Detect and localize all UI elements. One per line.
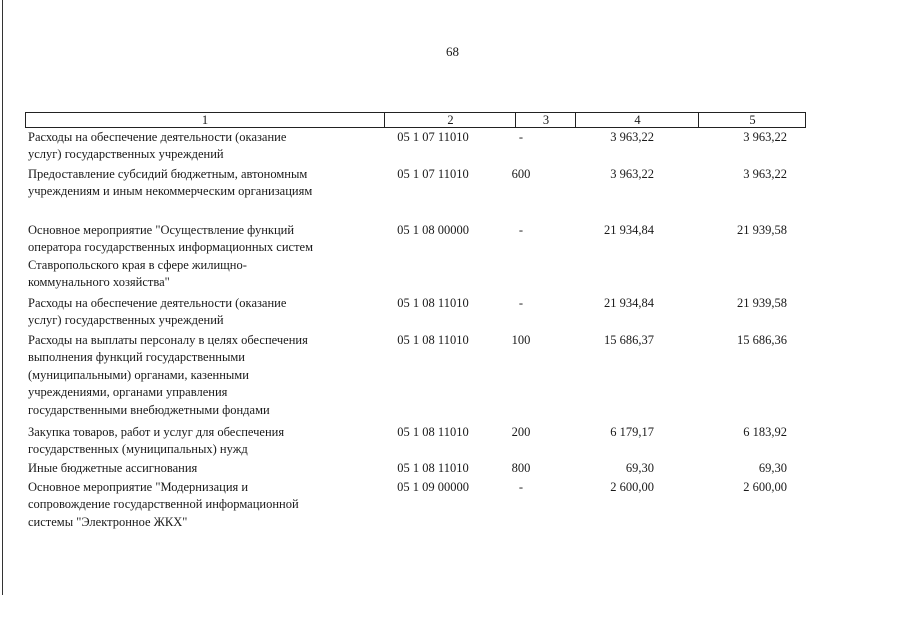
row-name: Иные бюджетные ассигнования	[28, 461, 198, 475]
row-sum-1: 21 934,84	[604, 296, 654, 310]
row-sum-2: 69,30	[758, 461, 787, 475]
row-sum-1: 69,30	[625, 461, 654, 475]
column-header-3: 3	[515, 113, 576, 127]
row-type: -	[518, 296, 524, 310]
row-sum-2: 3 963,22	[743, 130, 787, 144]
row-type: 800	[511, 461, 531, 475]
row-name: Расходы на обеспечение деятельности (оказание услуг) государственных учреждений	[28, 130, 287, 162]
row-sum-1: 21 934,84	[604, 223, 654, 237]
row-code: 05 1 08 11010	[397, 425, 469, 439]
row-code: 05 1 08 11010	[397, 461, 469, 475]
column-header-4: 4	[575, 113, 699, 127]
row-sum-2: 21 939,58	[737, 296, 787, 310]
row-code: 05 1 08 11010	[397, 333, 469, 347]
row-sum-2: 6 183,92	[743, 425, 787, 439]
row-code: 05 1 07 11010	[397, 167, 469, 181]
row-name: Закупка товаров, работ и услуг для обеспечения государственных (муниципальных) нужд	[28, 425, 285, 457]
page-left-edge	[2, 0, 3, 595]
row-sum-1: 6 179,17	[610, 425, 654, 439]
row-sum-2: 15 686,36	[737, 333, 787, 347]
row-sum-2: 2 600,00	[743, 480, 787, 494]
column-header-1: 1	[201, 113, 209, 127]
row-sum-1: 3 963,22	[610, 167, 654, 181]
row-type: -	[518, 480, 524, 494]
row-type: 600	[511, 167, 531, 181]
row-code: 05 1 09 00000	[397, 480, 469, 494]
row-code: 05 1 08 11010	[397, 296, 469, 310]
row-code: 05 1 07 11010	[397, 130, 469, 144]
row-type: -	[518, 130, 524, 144]
row-sum-2: 3 963,22	[743, 167, 787, 181]
row-sum-1: 2 600,00	[610, 480, 654, 494]
row-code: 05 1 08 00000	[397, 223, 469, 237]
page-number: 68	[446, 44, 459, 59]
row-type: -	[518, 223, 524, 237]
row-type: 200	[511, 425, 531, 439]
row-sum-2: 21 939,58	[737, 223, 787, 237]
row-name: Предоставление субсидий бюджетным, автономным учреждениям и иным некоммерческим организациям	[28, 167, 313, 199]
row-name: Расходы на обеспечение деятельности (оказание услуг) государственных учреждений	[28, 296, 287, 328]
row-name: Основное мероприятие "Модернизация и сопровождение государственной информационной системы "Электронное ЖКХ"	[28, 480, 299, 529]
row-sum-1: 3 963,22	[610, 130, 654, 144]
row-type: 100	[511, 333, 531, 347]
column-number-header	[25, 112, 806, 128]
row-name: Основное мероприятие "Осуществление функций оператора государственных информационных систем Ставропольского края в сфере жилищно- коммунального хозяйства"	[28, 223, 314, 290]
column-header-5: 5	[698, 113, 806, 127]
column-header-2: 2	[384, 113, 516, 127]
row-name: Расходы на выплаты персоналу в целях обеспечения выполнения функций государственными (муниципальными) органами, казенными учреждениями, органами управления государственными внебюджетными фондами	[28, 333, 308, 417]
row-sum-1: 15 686,37	[604, 333, 654, 347]
